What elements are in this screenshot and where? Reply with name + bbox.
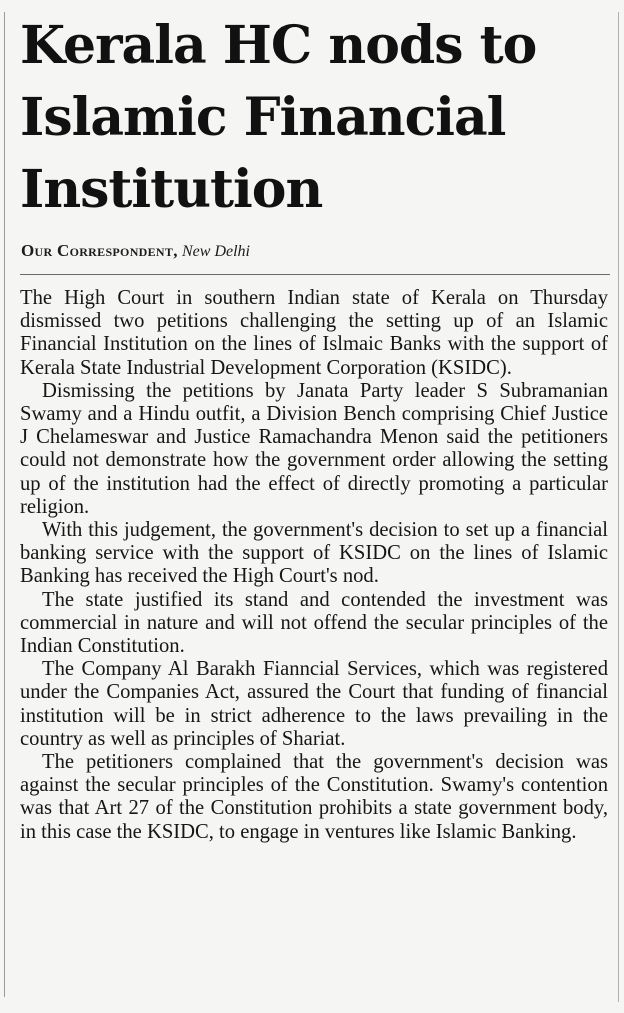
paragraph-1: The High Court in southern Indian state of Kerala on Thursday dismissed two petitions challenging the setting up of an Islamic Financial Institution on the lines of Islmaic Banks with the support of Kerala State Industrial Development Corporation (KSIDC). (20, 287, 608, 379)
headline: Kerala HC nods to Islamic Financial Institution (20, 15, 537, 220)
column-rule-left (4, 12, 5, 997)
column-rule-right (618, 12, 619, 1002)
article-body (20, 287, 608, 844)
byline-divider (20, 274, 610, 275)
paragraph-2: Dismissing the petitions by Janata Party leader S Subramanian Swamy and a Hindu outfit, a Division Bench comprising Chief Justice J Chelameswar and Justice Ramachandra Menon said the petitioners could not demonstrate how the government order allowing the setting up of the institution had the effect of directly promoting a particular religion. (20, 379, 608, 518)
byline (21, 240, 250, 263)
paragraph-6: The petitioners complained that the government's decision was against the secular principles of the Constitution. Swamy's contention was that Art 27 of the Constitution prohibits a state government body, in this case the KSIDC, to engage in ventures like Islamic Banking. (20, 751, 608, 843)
byline-author: Our Correspondent, (21, 241, 178, 260)
paragraph-4: The state justified its stand and contended the investment was commercial in nature and will not offend the secular principles of the Indian Constitution. (20, 588, 608, 658)
paragraph-5: The Company Al Barakh Fianncial Services, which was registered under the Companies Act, assured the Court that funding of financial institution will be in strict adherence to the laws prevailing in the country as well as principles of Shariat. (20, 658, 608, 750)
byline-place: New Delhi (182, 243, 250, 260)
paragraph-3: With this judgement, the government's decision to set up a financial banking service with the support of KSIDC on the lines of Islamic Banking has received the High Court's nod. (20, 519, 608, 588)
